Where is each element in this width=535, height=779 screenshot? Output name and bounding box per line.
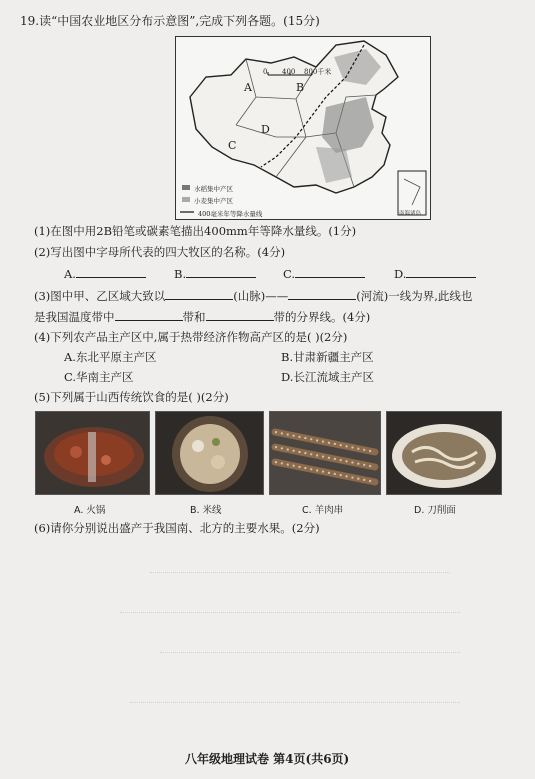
lamb-skewer-image [270,412,380,494]
q5-text: (5)下列属于山西传统饮食的是( )(2分) [34,390,229,404]
bleed-through-line [150,560,450,573]
photo-knife-noodles [386,411,502,495]
page-footer: 八年级地理试卷 第4页(共6页) [185,752,350,766]
legend-wheat: 小麦集中产区 [194,197,233,205]
question-header: 19.读“中国农业地区分布示意图”,完成下列各题。(15分) [20,14,320,28]
q3-line2: 是我国温度带中 带和 带的分界线。(4分) [34,310,371,324]
scale-zero: 0 [263,68,268,76]
q4-option-a: A.东北平原主产区 [64,350,157,364]
q2-text: (2)写出图中字母所代表的四大牧区的名称。(4分) [34,245,286,259]
knife-noodle-image [387,412,501,494]
q2-option-d: D. [394,266,476,281]
legend-isohyet: 400毫米年等降水量线 [198,210,263,218]
photo-hotpot [35,411,150,495]
region-label-d: D [261,123,270,136]
hotpot-image [36,412,149,494]
photo-lamb-skewers [269,411,381,495]
q4-option-c: C.华南主产区 [64,370,134,384]
q2-option-c: C. [283,266,365,281]
legend-rice: 水稻集中产区 [194,185,233,193]
q1-text: (1)在图中用2B铅笔或碳素笔描出400mm年等降水量线。(1分) [34,224,357,238]
q2-option-b: B. [174,266,256,281]
caption-lamb-skewers: C. 羊肉串 [302,505,344,516]
caption-hotpot: A. 火锅 [74,505,106,516]
china-agriculture-map [175,36,431,220]
q3-line1: (3)图中甲、乙区域大致以 (山脉)—— (河流)一线为界,此线也 [34,289,473,303]
rice-noodle-image [156,412,263,494]
q4-option-d: D.长江流域主产区 [281,370,374,384]
region-label-c: C [228,139,237,152]
q6-text: (6)请你分别说出盛产于我国南、北方的主要水果。(2分) [34,521,320,535]
q4-text: (4)下列农产品主产区中,属于热带经济作物高产区的是( )(2分) [34,330,348,344]
inset-label: 南海诸岛 [399,211,422,217]
scale-800: 800千米 [304,68,332,76]
region-label-b: B [296,81,305,94]
q4-option-b: B.甘肃新疆主产区 [281,350,374,364]
photo-rice-noodles [155,411,264,495]
q2-option-a: A. [64,266,146,281]
bleed-through-line [130,690,460,703]
caption-knife-noodles: D. 刀削面 [414,505,456,516]
bleed-through-line [160,640,460,653]
scale-400: 400 [282,68,296,76]
caption-rice-noodles: B. 米线 [190,505,222,516]
bleed-through-line [120,600,460,613]
region-label-a: A [244,81,252,94]
